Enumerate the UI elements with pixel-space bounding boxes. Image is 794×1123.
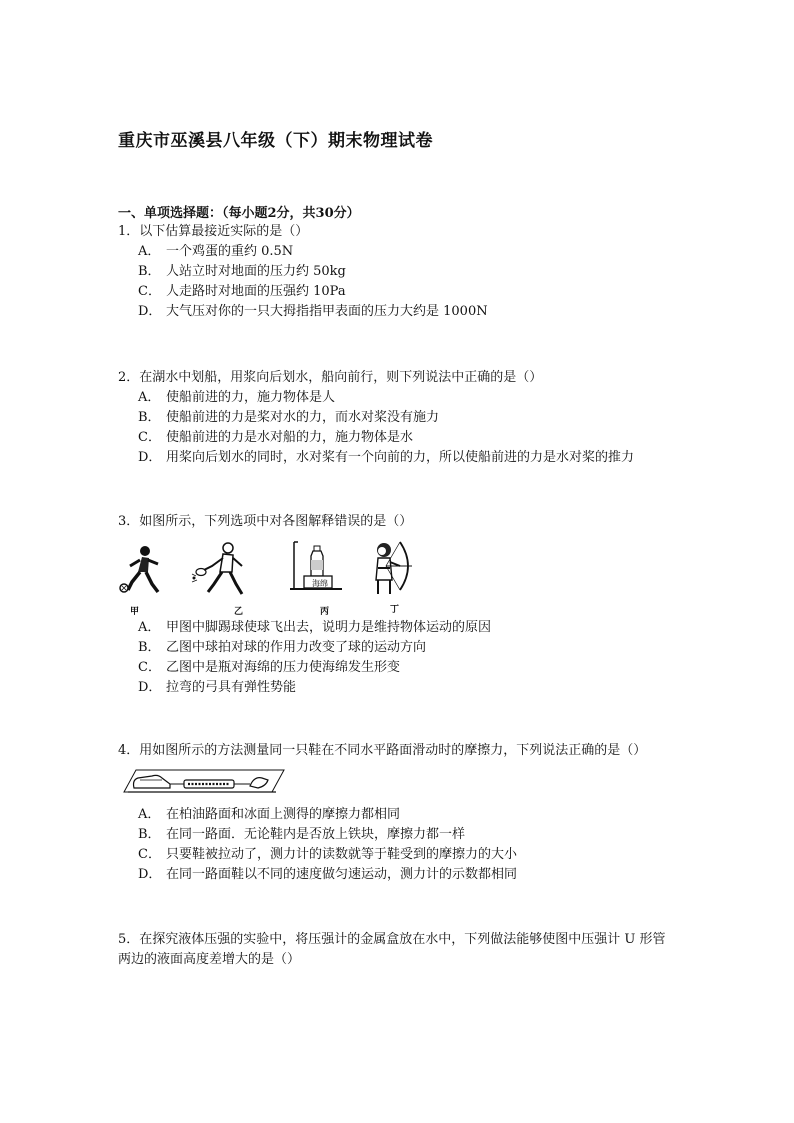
- option-text: 乙图中是瓶对海绵的压力使海绵发生形变: [166, 660, 401, 675]
- soccer-player-figure: [118, 544, 168, 600]
- option-c: [138, 845, 517, 865]
- option-letter: C．: [138, 284, 161, 299]
- option-a: [138, 388, 634, 408]
- question-stem: 3．如图所示，下列选项中对各图解释错误的是（）: [118, 514, 413, 529]
- question-stem: 4．用如图所示的方法测量同一只鞋在不同水平路面滑动时的摩擦力，下列说法正确的是（）: [118, 743, 647, 758]
- option-text: 使船前进的力是桨对水的力，而水对桨没有施力: [166, 410, 440, 425]
- option-text: 拉弯的弓具有弹性势能: [166, 680, 297, 695]
- option-b: [138, 408, 634, 428]
- question-3-options: [118, 618, 491, 698]
- option-text: 一个鸡蛋的重约 0.5N: [166, 244, 294, 259]
- option-text: 用桨向后划水的同时，水对桨有一个向前的力，所以使船前进的力是水对桨的推力: [166, 450, 635, 465]
- option-letter: D．: [138, 680, 162, 695]
- option-d: [138, 448, 634, 468]
- option-d: [138, 865, 517, 885]
- figure-row: [118, 540, 418, 616]
- option-text: 使船前进的力是水对船的力，施力物体是水: [166, 430, 414, 445]
- question-4: [118, 741, 646, 761]
- option-letter: B．: [138, 410, 161, 425]
- archer-figure: [364, 540, 416, 598]
- option-text: 人走路时对地面的压强约 10Pa: [166, 284, 346, 299]
- option-letter: C．: [138, 660, 161, 675]
- option-letter: D．: [138, 450, 162, 465]
- option-letter: A．: [138, 807, 161, 822]
- option-text: 甲图中脚踢球使球飞出去，说明力是维持物体运动的原因: [166, 620, 492, 635]
- option-letter: C．: [138, 847, 161, 862]
- option-letter: B．: [138, 264, 161, 279]
- option-text: 只要鞋被拉动了，测力计的读数就等于鞋受到的摩擦力的大小: [166, 847, 518, 862]
- option-text: 在同一路面．无论鞋内是否放上铁块，摩擦力都一样: [166, 827, 466, 842]
- option-a: [138, 805, 517, 825]
- figure-label-bing: 丙: [320, 607, 330, 617]
- option-letter: A．: [138, 244, 161, 259]
- option-letter: C．: [138, 430, 161, 445]
- question-5: [118, 930, 678, 970]
- question-2: [118, 368, 634, 468]
- option-text: 人站立时对地面的压力约 50kg: [166, 264, 346, 279]
- option-letter: D．: [138, 867, 162, 882]
- option-letter: B．: [138, 827, 161, 842]
- question-4-options: [118, 805, 517, 885]
- sponge-label: 海绵: [312, 579, 328, 588]
- option-b: [138, 262, 488, 282]
- question-stem: 5．在探究液体压强的实验中，将压强计的金属盒放在水中，下列做法能够使图中压强计 U 形管两边的液面高度差增大的是（）: [118, 932, 666, 967]
- shoe-spring-scale-figure: [122, 764, 290, 798]
- question-1: [118, 222, 488, 322]
- option-b: [138, 638, 491, 658]
- option-b: [138, 825, 517, 845]
- option-a: [138, 618, 491, 638]
- option-text: 使船前进的力，施力物体是人: [166, 390, 336, 405]
- option-c: [138, 428, 634, 448]
- figure-label-ding: 丁: [390, 605, 400, 615]
- section-heading: 一、单项选择题：（每小题2分，共30分）: [118, 206, 360, 221]
- figure-label-jia: 甲: [130, 607, 140, 617]
- page-title: 重庆市巫溪县八年级（下）期末物理试卷: [118, 131, 433, 151]
- option-letter: B．: [138, 640, 161, 655]
- option-text: 乙图中球拍对球的作用力改变了球的运动方向: [166, 640, 427, 655]
- option-a: [138, 242, 488, 262]
- option-c: [138, 658, 491, 678]
- option-letter: D．: [138, 304, 162, 319]
- option-letter: A．: [138, 390, 161, 405]
- option-text: 大气压对你的一只大拇指指甲表面的压力大约是 1000N: [166, 304, 488, 319]
- option-d: [138, 678, 491, 698]
- option-letter: A．: [138, 620, 161, 635]
- question-3: [118, 512, 412, 532]
- question-stem: 1．以下估算最接近实际的是（）: [118, 224, 309, 239]
- option-text: 在同一路面鞋以不同的速度做匀速运动，测力计的示数都相同: [166, 867, 518, 882]
- option-d: [138, 302, 488, 322]
- racket-player-figure: [190, 540, 252, 602]
- figure-label-yi: 乙: [234, 607, 244, 617]
- option-c: [138, 282, 488, 302]
- option-text: 在柏油路面和冰面上测得的摩擦力都相同: [166, 807, 401, 822]
- question-stem: 2．在湖水中划船，用浆向后划水，船向前行，则下列说法中正确的是（）: [118, 370, 543, 385]
